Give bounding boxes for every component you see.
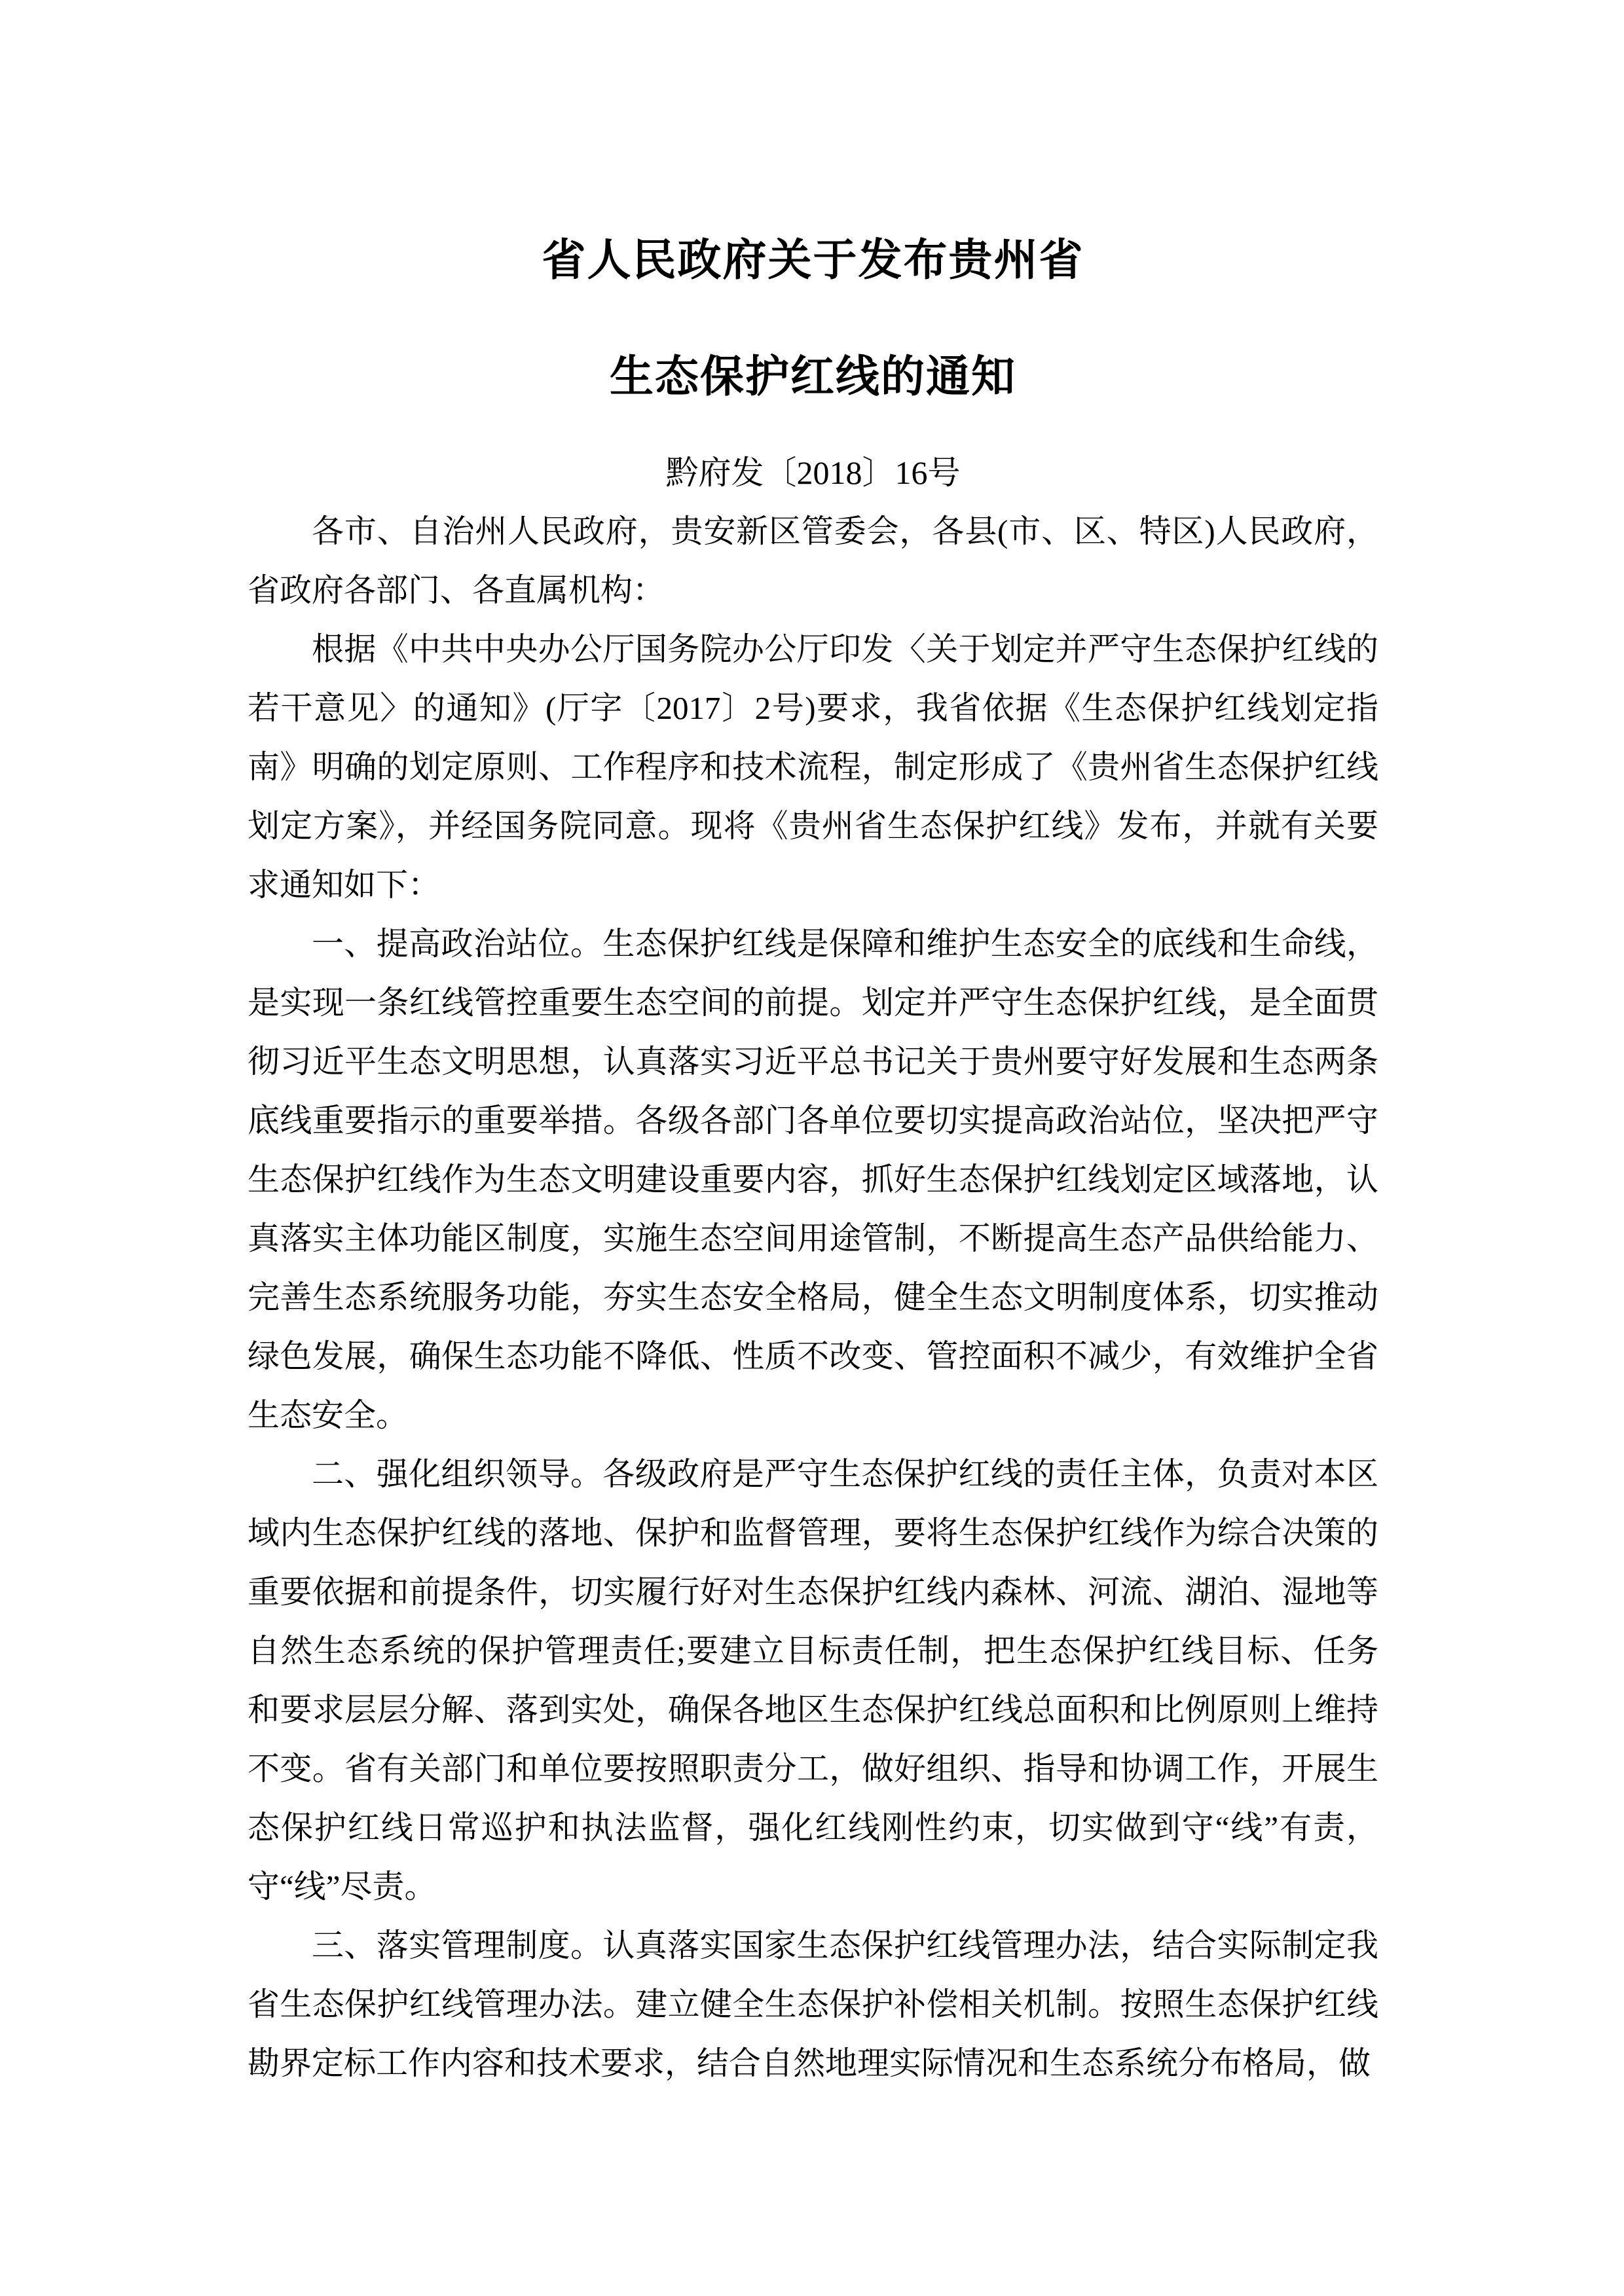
paragraph-section-3: 三、落实管理制度。认真落实国家生态保护红线管理办法，结合实际制定我省生态保护红线管理办法。建立健全生态保护补偿相关机制。按照生态保护红线勘界定标工作内容和技术要求，结合自然地理实际情况和生态系统分布格局，做: [248, 1927, 1378, 2081]
document-header: [248, 202, 1378, 502]
document-title-line-1: 省人民政府关于发布贵州省: [542, 236, 1084, 285]
document-number: 黔府发〔2018〕16号: [665, 454, 961, 491]
paragraph-intro: 根据《中共中央办公厅国务院办公厅印发〈关于划定并严守生态保护红线的若干意见〉的通知》(厅字〔2017〕2号)要求，我省依据《生态保护红线划定指南》明确的划定原则、工作程序和技术流程，制定形成了《贵州省生态保护红线划定方案》，并经国务院同意。现将《贵州省生态保护红线》发布，并就有关要求通知如下：: [248, 631, 1378, 903]
salutation: 各市、自治州人民政府，贵安新区管委会，各县(市、区、特区)人民政府，省政府各部门、各直属机构：: [248, 513, 1378, 608]
paragraph-section-1: 一、提高政治站位。生态保护红线是保障和维护生态安全的底线和生命线，是实现一条红线管控重要生态空间的前提。划定并严守生态保护红线，是全面贯彻习近平生态文明思想，认真落实习近平总书记关于贵州要守好发展和生态两条底线重要指示的重要举措。各级各部门各单位要切实提高政治站位，坚决把严守生态保护红线作为生态文明建设重要内容，抓好生态保护红线划定区域落地，认真落实主体功能区制度，实施生态空间用途管制，不断提高生态产品供给能力、完善生态系统服务功能，夯实生态安全格局，健全生态文明制度体系，切实推动绿色发展，确保生态功能不降低、性质不改变、管控面积不减少，有效维护全省生态安全。: [248, 926, 1378, 1433]
paragraph-section-2: 二、强化组织领导。各级政府是严守生态保护红线的责任主体，负责对本区域内生态保护红线的落地、保护和监督管理，要将生态保护红线作为综合决策的重要依据和前提条件，切实履行好对生态保护红线内森林、河流、湖泊、湿地等自然生态系统的保护管理责任;要建立目标责任制，把生态保护红线目标、任务和要求层层分解、落到实处，确保各地区生态保护红线总面积和比例原则上维持不变。省有关部门和单位要按照职责分工，做好组织、指导和协调工作，开展生态保护红线日常巡护和执法监督，强化红线刚性约束，切实做到守“线”有责，守“线”尽责。: [248, 1456, 1378, 1904]
document-body: [248, 502, 1378, 2093]
document-title-line-2: 生态保护红线的通知: [610, 353, 1016, 401]
